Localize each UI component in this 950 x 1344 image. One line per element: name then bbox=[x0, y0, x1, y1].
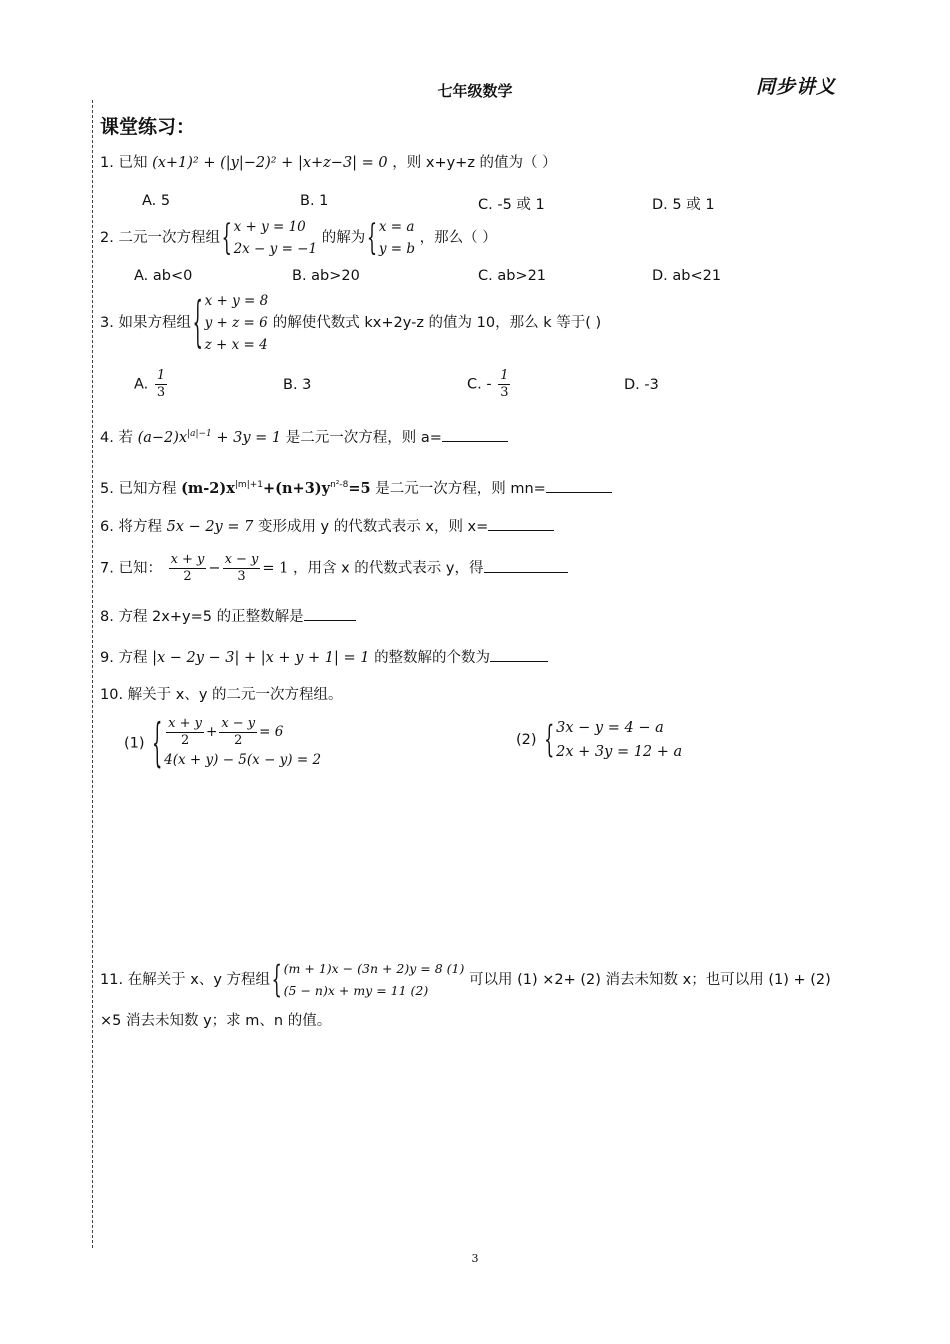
fraction bbox=[223, 552, 261, 585]
math-expression: = 1 bbox=[262, 560, 289, 577]
q3-option-c bbox=[467, 368, 512, 401]
question-number: 9. bbox=[100, 650, 114, 666]
fraction bbox=[498, 368, 510, 401]
question-text: ，用含 x 的代数式表示 y，得 bbox=[293, 560, 484, 577]
question-text: 变形成用 y 的代数式表示 x，则 x= bbox=[257, 519, 489, 535]
question-text: 方程 bbox=[118, 650, 148, 666]
question-text: 将方程 bbox=[118, 519, 162, 535]
q2-option-b: B. ab>20 bbox=[292, 268, 360, 284]
equation-row: (5 − n)x + my = 11 (2) bbox=[283, 983, 429, 998]
fraction bbox=[155, 368, 167, 401]
question-text: 在解关于 x、y 方程组 bbox=[127, 972, 271, 988]
question-number: 2. bbox=[100, 230, 114, 246]
question-number: 1. bbox=[100, 155, 114, 171]
math-expression: + 3y = 1 bbox=[211, 429, 282, 446]
question-number: 4. bbox=[100, 429, 114, 446]
fraction-numerator: { x + y bbox=[168, 716, 202, 731]
equation-row: z + x = 4 bbox=[204, 337, 268, 353]
fraction-numerator: 1 bbox=[156, 368, 166, 383]
math-operator: + bbox=[206, 724, 218, 740]
answer-blank bbox=[488, 516, 554, 531]
question-text: 已知： bbox=[118, 560, 162, 577]
fraction-numerator: 1 bbox=[500, 368, 509, 383]
equation-system bbox=[155, 716, 321, 771]
math-expression: (m-2)x bbox=[181, 479, 235, 497]
exponent: |m|+1 bbox=[234, 480, 263, 490]
q3-option-b: B. 3 bbox=[283, 377, 312, 393]
question-text: 已知方程 bbox=[118, 480, 177, 497]
question-number: 7. bbox=[100, 560, 114, 577]
equation-row: { (m + 1)x − (3n + 2)y = 8 (1) bbox=[283, 961, 465, 976]
question-3 bbox=[100, 290, 601, 356]
question-text: 若 bbox=[118, 429, 133, 446]
equation-row: { x + y = 10 bbox=[233, 219, 306, 235]
equation-system bbox=[275, 958, 465, 1002]
question-11 bbox=[100, 958, 831, 1002]
question-4 bbox=[100, 425, 508, 447]
fraction-denominator: 2 bbox=[183, 569, 192, 584]
question-text: ，那么（ ） bbox=[419, 230, 497, 246]
question-text: ，则 x+y+z 的值为（ ） bbox=[392, 155, 557, 171]
option-label: C. - bbox=[467, 376, 492, 393]
fraction-denominator: 3 bbox=[500, 385, 509, 400]
question-7 bbox=[100, 552, 568, 585]
fraction-denominator: 2 bbox=[180, 733, 190, 748]
math-expression: |x − 2y − 3| + |x + y + 1| = 1 bbox=[152, 650, 370, 666]
question-10: 10. 解关于 x、y 的二元一次方程组。 bbox=[100, 687, 343, 703]
equation-row: 2x + 3y = 12 + a bbox=[556, 744, 683, 760]
logo-text: 同步讲义 bbox=[756, 76, 837, 98]
equation-row: { 3x − y = 4 − a bbox=[556, 720, 664, 736]
question-text: 的解为 bbox=[321, 230, 366, 246]
math-expression: (x+1)² + (|y|−2)² + |x+z−3| = 0 bbox=[152, 155, 388, 171]
equation-system bbox=[196, 290, 269, 356]
q1-option-d: D. 5 或 1 bbox=[652, 197, 715, 213]
binding-margin-line bbox=[92, 100, 93, 1248]
fraction bbox=[166, 716, 204, 749]
question-text: 如果方程组 bbox=[118, 315, 191, 331]
question-5 bbox=[100, 476, 612, 498]
math-expression: 5x − 2y = 7 bbox=[166, 519, 254, 535]
section-title: 课堂练习： bbox=[100, 116, 196, 138]
equation-system bbox=[225, 216, 318, 260]
question-text: 的整数解的个数为 bbox=[374, 650, 491, 666]
equation-row: y + z = 6 bbox=[204, 315, 268, 331]
q3-option-a bbox=[134, 368, 169, 401]
q1-option-a: A. 5 bbox=[142, 193, 171, 209]
equation-row: 4(x + y) − 5(x − y) = 2 bbox=[164, 752, 322, 768]
equation-row: 2x − y = −1 bbox=[233, 241, 318, 257]
fraction-numerator: x − y bbox=[221, 716, 256, 731]
question-text: 可以用 (1) ×2+ (2) 消去未知数 x；也可以用 (1) + (2) bbox=[468, 972, 831, 988]
question-text: 8. 方程 2x+y=5 的正整数解是 bbox=[100, 609, 304, 625]
q2-option-a: A. ab<0 bbox=[134, 268, 193, 284]
math-expression: +(n+3)y bbox=[263, 479, 331, 497]
fraction-denominator: 3 bbox=[156, 385, 166, 400]
fraction-numerator: x − y bbox=[224, 552, 259, 567]
answer-blank bbox=[304, 606, 356, 621]
equation-system bbox=[547, 716, 682, 764]
part-label: (1) bbox=[124, 735, 145, 752]
question-6 bbox=[100, 516, 554, 536]
q3-option-d: D. -3 bbox=[624, 377, 659, 393]
fraction bbox=[169, 552, 207, 585]
question-text: 已知 bbox=[118, 155, 148, 171]
math-expression: =5 bbox=[348, 479, 371, 497]
question-number: 6. bbox=[100, 519, 114, 535]
fraction bbox=[219, 716, 257, 749]
question-text: 的解使代数式 kx+2y-z 的值为 10，那么 k 等于( ) bbox=[272, 315, 602, 331]
question-11-line-2: ×5 消去未知数 y；求 m、n 的值。 bbox=[100, 1013, 332, 1029]
answer-blank bbox=[490, 647, 548, 662]
q2-option-c: C. ab>21 bbox=[478, 268, 547, 284]
math-expression: = 6 bbox=[259, 724, 284, 740]
fraction-numerator: x + y bbox=[170, 552, 205, 567]
option-label: A. bbox=[134, 376, 149, 393]
question-text: 二元一次方程组 bbox=[118, 230, 220, 246]
q2-option-d: D. ab<21 bbox=[652, 268, 722, 284]
answer-blank bbox=[546, 478, 612, 493]
equation-row: { x = a bbox=[378, 219, 415, 235]
exponent: |a|−1 bbox=[187, 429, 212, 439]
equation-system bbox=[370, 216, 415, 260]
fraction-denominator: 2 bbox=[234, 733, 243, 748]
question-number: 5. bbox=[100, 480, 114, 497]
answer-blank bbox=[442, 427, 508, 442]
q1-option-c: C. -5 或 1 bbox=[478, 197, 545, 213]
q1-option-b: B. 1 bbox=[300, 193, 329, 209]
question-1 bbox=[100, 154, 557, 172]
page-number: 3 bbox=[471, 1252, 479, 1265]
fraction-denominator: 3 bbox=[237, 569, 246, 584]
math-operator: − bbox=[208, 560, 221, 577]
question-8 bbox=[100, 606, 356, 626]
question-9 bbox=[100, 647, 548, 667]
exponent: n²-8 bbox=[330, 480, 349, 490]
question-2 bbox=[100, 216, 497, 260]
equation-row: y = b bbox=[378, 241, 415, 257]
math-expression: (a−2)x bbox=[137, 429, 188, 446]
question-number: 3. bbox=[100, 315, 114, 331]
equation-row bbox=[164, 716, 321, 749]
part-label: (2) bbox=[516, 732, 537, 748]
q10-part-1 bbox=[124, 716, 321, 771]
answer-blank bbox=[484, 558, 568, 573]
question-text: 是二元一次方程，则 a= bbox=[285, 429, 442, 446]
equation-row: { x + y = 8 bbox=[204, 293, 269, 309]
question-number: 11. bbox=[100, 972, 124, 988]
page-header-title: 七年级数学 bbox=[437, 82, 513, 100]
q10-part-2 bbox=[516, 716, 682, 764]
question-text: 是二元一次方程，则 mn= bbox=[375, 480, 546, 497]
